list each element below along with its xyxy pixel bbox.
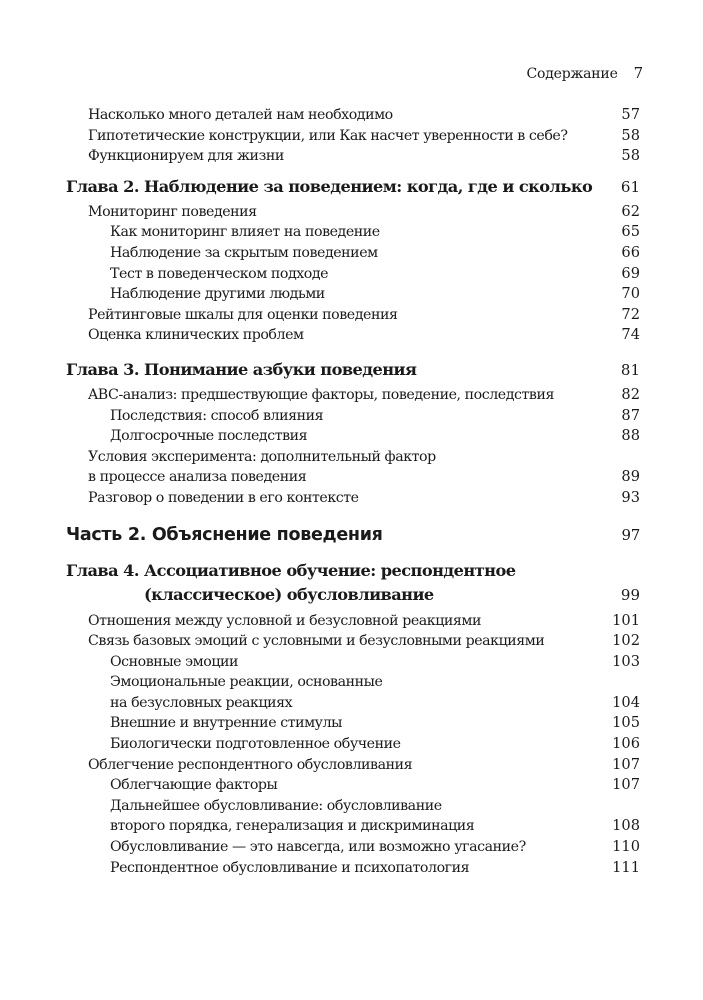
toc-entry-l1: [88, 385, 640, 406]
toc-entry-l2: [110, 426, 640, 447]
toc-entry-page-number: 65: [621, 223, 640, 241]
toc-entry-title: Наблюдение другими людьми: [110, 286, 325, 303]
toc-entry-page-number: 82: [621, 385, 640, 403]
toc-entry-title: Как мониторинг влияет на поведение: [110, 224, 380, 241]
toc-entry-title-continued: в процессе анализа поведения: [88, 469, 307, 486]
toc-entry-page-number: 93: [621, 488, 640, 506]
toc-entry-chapter: [66, 359, 640, 381]
page-number: 7: [633, 64, 643, 82]
toc-entry-l2: [110, 243, 640, 264]
toc-entry-title: ABC-анализ: предшествующие факторы, поведение, последствия: [88, 386, 554, 403]
toc-entry-l1: [88, 447, 640, 488]
toc-entry-page-number: 110: [612, 838, 640, 856]
toc-entry-l1: [88, 146, 640, 167]
toc-entry-l2: [110, 672, 640, 713]
toc-entry-title: Обусловливание — это навсегда, или возможно угасание?: [110, 839, 526, 856]
toc-entry-title: Гипотетические конструкции, или Как насчет уверенности в себе?: [88, 127, 568, 144]
toc-entry-title: Отношения между условной и безусловной реакциями: [88, 612, 481, 629]
toc-entry-l2: [110, 406, 640, 427]
toc-entry-page-number: 58: [621, 126, 640, 144]
toc-entry-page-number: 87: [621, 406, 640, 424]
toc-entry-page-number: 104: [612, 693, 640, 711]
toc-entry-title: Последствия: способ влияния: [110, 407, 324, 424]
toc-entry-title: Внешние и внутренние стимулы: [110, 715, 342, 732]
toc-entry-page-number: 105: [612, 714, 640, 732]
toc-entry-title-continued: на безусловных реакциях: [110, 694, 293, 711]
toc-entry-page-number: 74: [621, 326, 640, 344]
toc-entry-l1: [88, 105, 640, 126]
toc-entry-page-number: 62: [621, 202, 640, 220]
running-head-title: Содержание: [526, 66, 618, 82]
toc-entry-page-number: 103: [612, 652, 640, 670]
toc-entry-title: Тест в поведенческом подходе: [110, 265, 329, 282]
toc-entry-title: Часть 2. Объяснение поведения: [66, 524, 383, 545]
toc-entry-page-number: 108: [612, 817, 640, 835]
toc-entry-page-number: 111: [612, 858, 640, 876]
toc-entry-chapter: [66, 176, 640, 198]
toc-entry-l1: [88, 126, 640, 147]
toc-entry-l2: [110, 652, 640, 673]
toc-entry-page-number: 89: [621, 468, 640, 486]
toc-entry-title: Связь базовых эмоций с условными и безусловными реакциями: [88, 633, 545, 650]
toc-entry-page-number: 97: [621, 525, 640, 544]
toc-entry-title: Глава 3. Понимание азбуки поведения: [66, 359, 417, 379]
toc-entry-l2: [110, 222, 640, 243]
toc-entry-l1: [88, 755, 640, 776]
toc-entry-title: Мониторинг поведения: [88, 203, 257, 220]
toc-entry-title-continued: (классическое) обусловливание: [144, 584, 434, 604]
toc-entry-title: Функционируем для жизни: [88, 148, 284, 165]
toc-entry-page-number: 69: [621, 264, 640, 282]
toc-entry-title: Разговор о поведении в его контексте: [88, 489, 359, 506]
toc-entry-page-number: 66: [621, 243, 640, 261]
toc-entry-title: Биологически подготовленное обучение: [110, 736, 401, 753]
toc-entry-l2: [110, 837, 640, 858]
toc-entry-page-number: 107: [612, 776, 640, 794]
toc-entry-chapter: [66, 559, 640, 607]
toc-entry-part: [66, 523, 640, 547]
toc-entry-l1: [88, 611, 640, 632]
toc-entry-l1: [88, 305, 640, 326]
table-of-contents: [66, 105, 640, 878]
toc-entry-page-number: 107: [612, 755, 640, 773]
toc-entry-title: Дальнейшее обусловливание: обусловливание: [110, 797, 442, 814]
toc-entry-page-number: 57: [621, 106, 640, 123]
toc-entry-page-number: 106: [612, 735, 640, 753]
toc-entry-title: Облегчение респондентного обусловливания: [88, 756, 413, 773]
toc-entry-page-number: 88: [621, 427, 640, 445]
toc-entry-page-number: 81: [620, 360, 640, 379]
toc-entry-l2: [110, 734, 640, 755]
toc-entry-title: Глава 2. Наблюдение за поведением: когда, где и сколько: [66, 176, 593, 196]
toc-entry-page-number: 99: [620, 585, 640, 604]
toc-entry-page-number: 101: [612, 611, 640, 629]
toc-entry-l2: [110, 796, 640, 837]
toc-entry-page-number: 61: [620, 177, 640, 196]
toc-entry-l1: [88, 631, 640, 652]
toc-entry-l1: [88, 325, 640, 346]
toc-entry-title: Условия эксперимента: дополнительный фактор: [88, 448, 436, 465]
toc-entry-l2: [110, 775, 640, 796]
toc-entry-page-number: 72: [621, 305, 640, 323]
toc-entry-l1: [88, 202, 640, 223]
toc-entry-title: Рейтинговые шкалы для оценки поведения: [88, 306, 398, 323]
toc-entry-title: Респондентное обусловливание и психопатология: [110, 859, 470, 876]
toc-entry-title: Долгосрочные последствия: [110, 428, 308, 445]
toc-entry-title: Глава 4. Ассоциативное обучение: респондентное: [66, 560, 516, 580]
toc-entry-page-number: 102: [612, 632, 640, 650]
toc-entry-l1: [88, 488, 640, 509]
toc-entry-page-number: 70: [621, 285, 640, 303]
toc-entry-title: Эмоциональные реакции, основанные: [110, 674, 383, 691]
toc-entry-l2: [110, 713, 640, 734]
toc-entry-l2: [110, 264, 640, 285]
toc-entry-title-continued: второго порядка, генерализация и дискриминация: [110, 818, 475, 835]
toc-entry-l2: [110, 284, 640, 305]
toc-entry-title: Облегчающие факторы: [110, 777, 278, 794]
toc-entry-title: Наблюдение за скрытым поведением: [110, 244, 378, 261]
toc-entry-title: Оценка клинических проблем: [88, 327, 304, 344]
toc-entry-l2: [110, 858, 640, 879]
toc-entry-title: Основные эмоции: [110, 653, 239, 670]
toc-entry-page-number: 58: [621, 147, 640, 165]
toc-entry-title: Насколько много деталей нам необходимо: [88, 107, 393, 123]
running-head: [0, 64, 643, 82]
